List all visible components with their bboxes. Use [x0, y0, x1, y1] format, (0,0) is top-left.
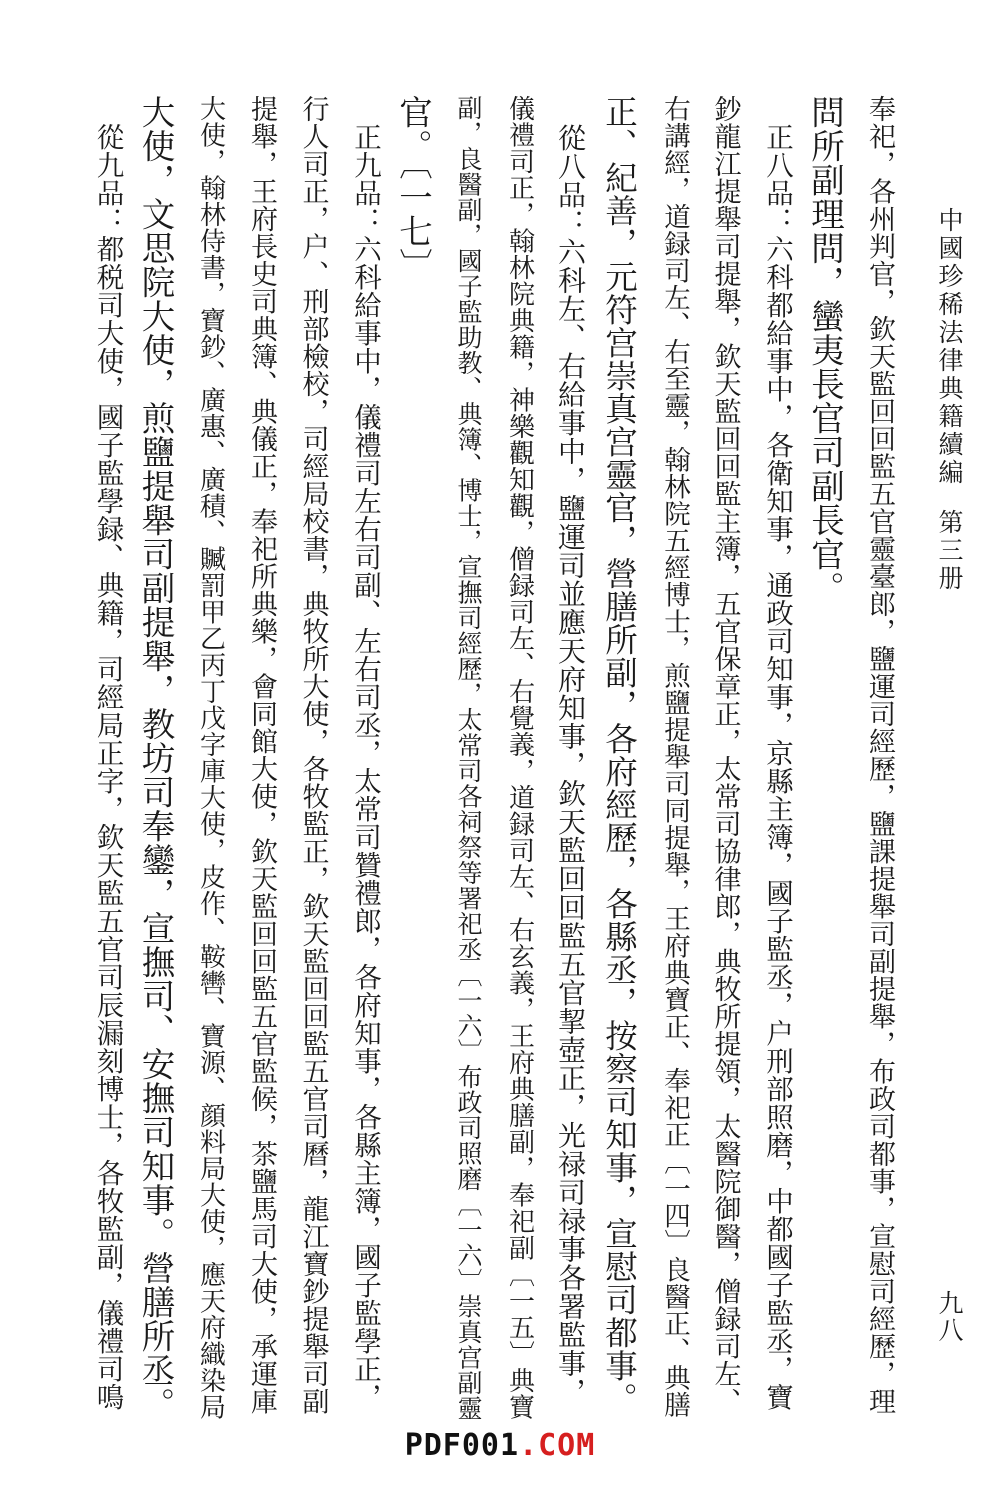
text-column: 奉祀，各州判官，欽天監回回監五官靈臺郎，鹽運司經歷，鹽課提舉司副提舉，布政司都事，宣慰司經歷，理	[864, 95, 895, 1415]
text-column: 官。〔一七〕	[393, 95, 433, 283]
watermark	[0, 1428, 1000, 1463]
text-column: 正九品：六科給事中，儀禮司左右司副、左右司丞，太常司贊禮郎，各府知事，各縣主簿，國子監學正，	[349, 95, 381, 1411]
book-title-header	[937, 207, 962, 593]
text-column: 鈔龍江提舉司提舉，欽天監回回監主簿，五官保章正，太常司協律郎，典牧所提領，太醫院御醫，僧録司左、	[709, 95, 741, 1415]
watermark-suffix: .COM	[519, 1428, 596, 1463]
text-column: 正八品：六科都給事中，各衛知事，通政司知事，京縣主簿，國子監丞，户刑部照磨，中都國子監丞，寶	[761, 95, 793, 1411]
text-column: 問所副理問，蠻夷長官司副長官。	[805, 95, 845, 605]
volume-label: 第三册	[935, 509, 964, 593]
text-column: 從九品：都税司大使，國子監學録、典籍，司經局正字，欽天監五官司辰漏刻博士，各牧監副，儀禮司鳴	[91, 95, 124, 1411]
text-column: 副，良醫副，國子監助教、典簿、博士，宣撫司經歷，太常司各祠祭等署祀丞〔一六〕布政司照磨〔一六〕崇真宫副靈	[454, 95, 483, 1421]
text-column: 大使，翰林侍書，寶鈔、廣惠、廣積、贓罰甲乙丙丁戊字庫大使，皮作、鞍轡、寶源、顔料局大使，應天府織染局	[195, 95, 226, 1420]
text-column: 大使，文思院大使，煎鹽提舉司副提舉，教坊司奉鑾，宣撫司、安撫司知事。營膳所丞。	[136, 95, 175, 1421]
text-column: 提舉，王府長史司典簿、典儀正，奉祀所典樂，會同館大使，欽天監回回監五官監候，茶鹽馬司大使，承運庫	[246, 95, 277, 1415]
page-number: 九八	[935, 1290, 964, 1344]
text-column: 右講經，道録司左、右至靈，翰林院五經博士，煎鹽提舉司同提舉，王府典寶正、奉祀正〔一四〕良醫正、典膳	[659, 95, 690, 1418]
text-column: 正、紀善，元符宫崇真宫靈官，營膳所副，各府經歷，各縣丞，按察司知事，宣慰司都事。	[600, 95, 639, 1415]
text-column: 從八品：六科左、右給事中，鹽運司並應天府知事，欽天監回回監五官挈壺正，光禄司禄事各署監事，	[554, 95, 587, 1406]
text-column: 儀禮司正，翰林院典籍，神樂觀知觀，僧録司左、右覺義，道録司左、右玄義，王府典膳副，奉祀副〔一五〕典寶	[504, 95, 535, 1420]
watermark-prefix: PDF001	[404, 1428, 520, 1463]
book-title: 中國珍稀法律典籍續編	[935, 207, 964, 487]
text-column: 行人司正，户、刑部檢校，司經局校書，典牧所大使，各牧監正，欽天監回回監五官司曆，龍江寶鈔提舉司副	[297, 95, 329, 1415]
